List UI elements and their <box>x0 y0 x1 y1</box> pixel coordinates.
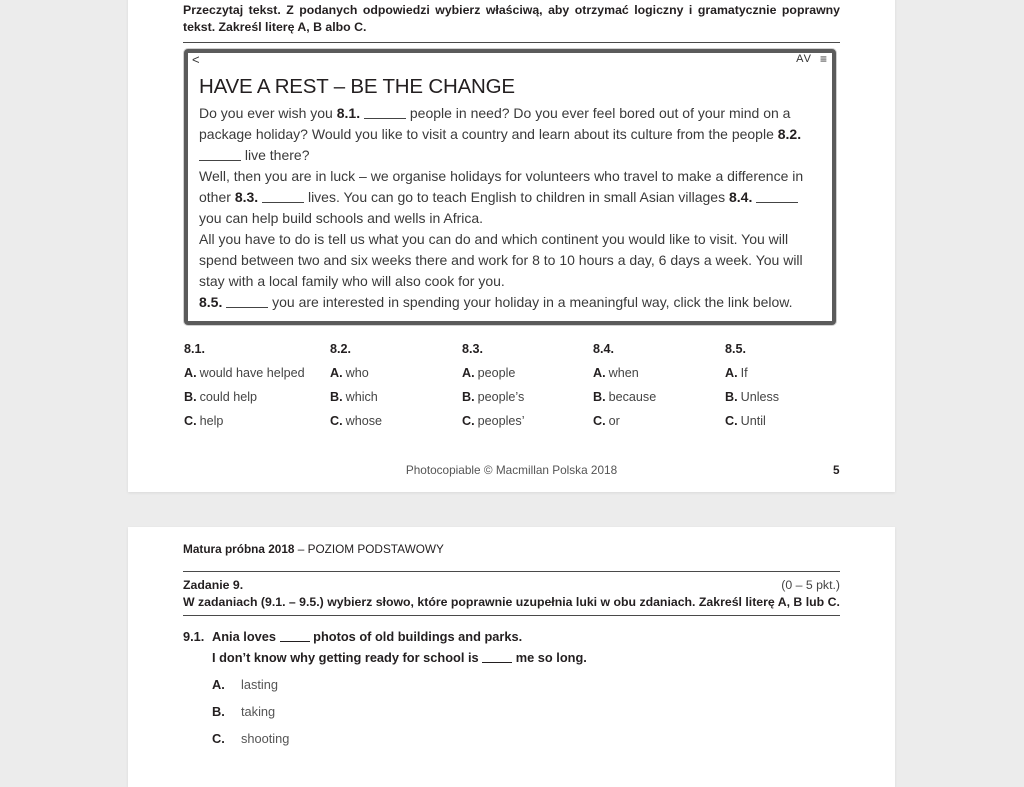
options-8-2 <box>330 342 382 438</box>
document-page-5 <box>128 0 895 492</box>
option-a[interactable]: A. people <box>462 366 516 380</box>
options-number: 8.5. <box>725 342 747 356</box>
document-page-6 <box>128 527 895 787</box>
gap-number: 8.4. <box>728 189 753 205</box>
task-instruction: W zadaniach (9.1. – 9.5.) wybierz słowo, które poprawnie uzupełnia luki w obu zdaniach. Zakreśl literę A, B lub C. <box>183 595 840 609</box>
menu-icon[interactable]: ≡ <box>819 52 827 66</box>
gap-number: 8.1. <box>336 105 361 121</box>
gap-line <box>262 201 304 203</box>
option-c[interactable]: C. peoples’ <box>462 414 525 428</box>
options-number: 8.3. <box>462 342 484 356</box>
option-b[interactable]: B. people’s <box>462 390 525 404</box>
task-title: Zadanie 9. <box>183 578 244 592</box>
header-title: Matura próbna 2018 <box>183 542 295 556</box>
gap-line <box>199 159 241 161</box>
reader-toolbar <box>188 53 832 69</box>
options-8-4 <box>593 342 656 438</box>
gap-line <box>226 306 268 308</box>
options-number: 8.1. <box>184 342 206 356</box>
blank-line <box>482 661 512 663</box>
option-c[interactable]: C. help <box>184 414 224 428</box>
options-number: 8.2. <box>330 342 352 356</box>
text-run: Well, then you are in luck – we organise holidays for volunteers who travel to make a difference in other <box>199 168 804 205</box>
choice-c[interactable]: C. shooting <box>212 731 290 746</box>
choice-a[interactable]: A. lasting <box>212 677 278 692</box>
option-b[interactable]: B. because <box>593 390 657 404</box>
paragraph-1 <box>199 103 822 166</box>
gap-number: 8.3. <box>234 189 259 205</box>
text-title: HAVE A REST – BE THE CHANGE <box>199 75 515 98</box>
option-c[interactable]: C. or <box>593 414 620 428</box>
options-8-1 <box>184 342 305 438</box>
text-run: live there? <box>241 147 310 163</box>
text-run: you are interested in spending your holiday in a meaningful way, click the link below. <box>268 294 793 310</box>
page-number: 5 <box>833 463 840 477</box>
option-b[interactable]: B. which <box>330 390 378 404</box>
text-run: people in need? Do you ever feel bored out of your mind on a package holiday? Would you like to visit a country and learn about its culture from the people <box>199 105 791 142</box>
paragraph-3: All you have to do is tell us what you can do and which continent you would like to visit. You will spend between two and six weeks there and work for 8 to 10 hours a day, 6 days a week. You will stay with a local family who will also cook for you. <box>199 231 803 289</box>
blank-line <box>280 640 310 642</box>
header-level: – POZIOM PODSTAWOWY <box>294 542 444 556</box>
option-b[interactable]: B. could help <box>184 390 258 404</box>
gap-number: 8.2. <box>777 126 802 142</box>
options-number: 8.4. <box>593 342 615 356</box>
divider <box>183 571 840 572</box>
task-instruction: Przeczytaj tekst. Z podanych odpowiedzi wybierz właściwą, aby otrzymać logiczny i gramatycznie poprawny tekst. Zakreśl literę A, B albo C. <box>183 3 840 34</box>
question-sentence-2: I don’t know why getting ready for school is me so long. <box>212 650 587 665</box>
option-a[interactable]: A. who <box>330 366 369 380</box>
paragraph-2 <box>199 166 822 229</box>
option-a[interactable]: A. would have helped <box>184 366 305 380</box>
task-points: (0 – 5 pkt.) <box>781 578 840 592</box>
question-sentence-1: Ania loves photos of old buildings and parks. <box>212 629 523 644</box>
option-b[interactable]: B. Unless <box>725 390 780 404</box>
gap-number: 8.5. <box>199 294 223 310</box>
divider <box>183 42 840 43</box>
page-header <box>183 542 444 556</box>
reading-text-box <box>184 49 836 325</box>
text-body <box>199 103 822 313</box>
gap-line <box>756 201 798 203</box>
choice-b[interactable]: B. taking <box>212 704 276 719</box>
question-number: 9.1. <box>183 629 205 644</box>
option-c[interactable]: C. whose <box>330 414 382 428</box>
gap-line <box>364 117 406 119</box>
option-c[interactable]: C. Until <box>725 414 766 428</box>
page-footer: Photocopiable © Macmillan Polska 2018 <box>405 463 618 477</box>
text-run: lives. You can go to teach English to children in small Asian villages <box>304 189 729 205</box>
font-size-icon[interactable]: AV <box>796 53 812 65</box>
options-8-3 <box>462 342 525 438</box>
paragraph-4 <box>199 292 822 313</box>
text-run: Do you ever wish you <box>199 105 337 121</box>
divider <box>183 615 840 616</box>
options-8-5 <box>725 342 779 438</box>
back-chevron-icon[interactable]: < <box>192 52 200 67</box>
option-a[interactable]: A. when <box>593 366 639 380</box>
option-a[interactable]: A. If <box>725 366 748 380</box>
text-run: you can help build schools and wells in Africa. <box>199 210 484 226</box>
